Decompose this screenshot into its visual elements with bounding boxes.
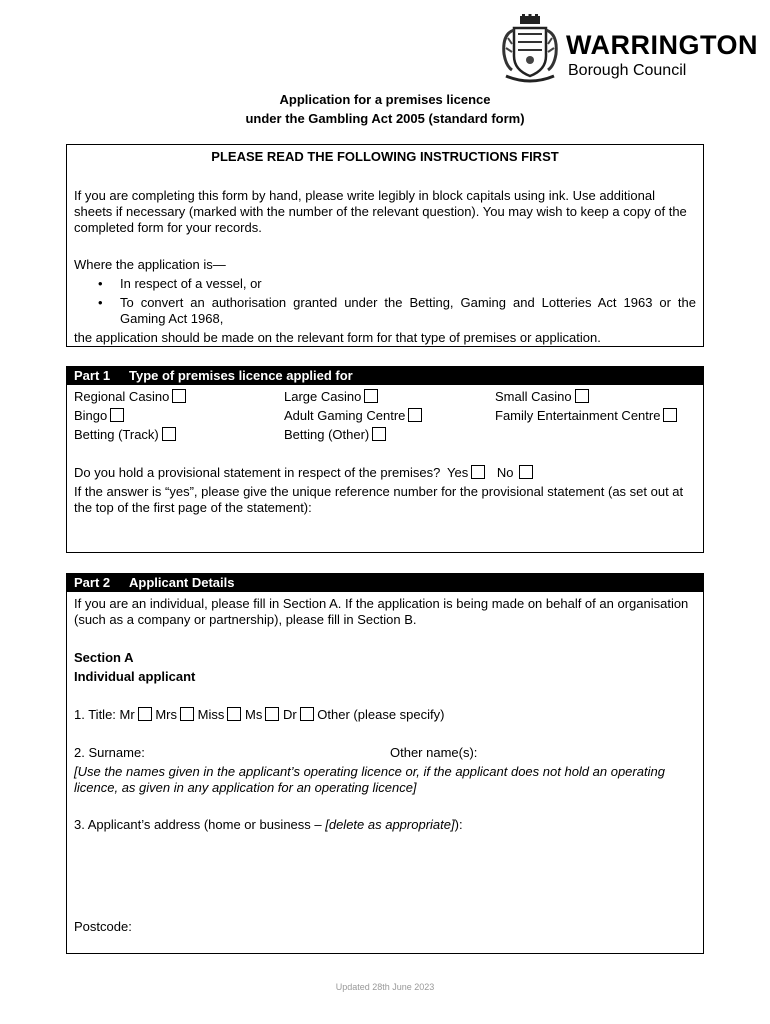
checkbox[interactable] — [663, 408, 677, 422]
borough-crest-icon — [500, 14, 560, 86]
part1-header — [67, 367, 703, 385]
title-mrs-checkbox[interactable] — [180, 707, 194, 721]
title-question: 1. Title: Mr Mrs Miss Ms Dr Other (please specify) — [74, 707, 445, 722]
title-miss-label: Miss — [197, 707, 225, 722]
instructions-bullets — [74, 276, 696, 327]
address-field[interactable] — [74, 836, 696, 916]
title-other-label: Other (please specify) — [317, 707, 445, 722]
checkbox[interactable] — [408, 408, 422, 422]
org-subtitle: Borough Council — [568, 62, 687, 79]
instructions-para: If you are completing this form by hand, please write legibly in block capitals using ink. Use additional sheets if necessary (marked with the number of the relevant question). You may wish to keep a copy of the completed form for your records. — [74, 188, 687, 235]
part2-header — [67, 574, 703, 592]
option-regional-casino: Regional Casino — [74, 389, 186, 405]
option-betting-other: Betting (Other) — [284, 427, 386, 443]
yes-label: Yes — [447, 465, 469, 480]
surname-label: 2. Surname: — [74, 745, 145, 760]
title-mr-checkbox[interactable] — [138, 707, 152, 721]
no-label: No — [496, 465, 514, 480]
provisional-question: Do you hold a provisional statement in respect of the premises? Yes No — [74, 465, 533, 481]
instructions-closing: the application should be made on the relevant form for that type of premises or application. — [74, 330, 601, 345]
names-note: [Use the names given in the applicant’s operating licence or, if the applicant does not hold an operating licence, as given in any application for an operating licence] — [74, 764, 665, 795]
provisional-reference-text: If the answer is “yes”, please give the unique reference number for the provisional statement (as set out at the top of the first page of the statement): — [74, 484, 684, 515]
form-title-line2: under the Gambling Act 2005 (standard form) — [245, 111, 525, 126]
checkbox[interactable] — [575, 389, 589, 403]
checkbox[interactable] — [110, 408, 124, 422]
individual-applicant-heading: Individual applicant — [74, 669, 196, 684]
form-title-line1: Application for a premises licence — [279, 92, 491, 107]
section-a-heading: Section A — [74, 650, 134, 665]
instructions-where: Where the application is— — [74, 257, 226, 272]
title-mrs-label: Mrs — [155, 707, 178, 722]
option-small-casino: Small Casino — [495, 389, 589, 405]
bullet-item: • To convert an authorisation granted under the Betting, Gaming and Lotteries Act 1963 or the Gaming Act 1968, — [74, 295, 696, 327]
footer-updated: Updated 28th June 2023 — [335, 982, 435, 992]
bullet-item: • In respect of a vessel, or — [74, 276, 696, 292]
title-miss-checkbox[interactable] — [227, 707, 241, 721]
checkbox[interactable] — [172, 389, 186, 403]
option-family-entertainment-centre: Family Entertainment Centre — [495, 408, 677, 424]
other-names-label: Other name(s): — [390, 745, 478, 760]
checkbox[interactable] — [372, 427, 386, 441]
title-ms-checkbox[interactable] — [265, 707, 279, 721]
title-mr-label: Mr — [119, 707, 135, 722]
org-name: WARRINGTON — [566, 30, 758, 60]
instructions-box — [66, 144, 704, 347]
checkbox[interactable] — [364, 389, 378, 403]
title-dr-label: Dr — [282, 707, 297, 722]
part2-number: Part 2 — [74, 575, 111, 590]
option-bingo: Bingo — [74, 408, 124, 424]
instructions-heading: PLEASE READ THE FOLLOWING INSTRUCTIONS FIRST — [211, 149, 559, 164]
option-betting-track: Betting (Track) — [74, 427, 176, 443]
title-dr-checkbox[interactable] — [300, 707, 314, 721]
yes-checkbox[interactable] — [471, 465, 485, 479]
checkbox[interactable] — [162, 427, 176, 441]
provisional-reference-field[interactable] — [74, 517, 696, 547]
title-ms-label: Ms — [244, 707, 263, 722]
part2-box — [66, 573, 704, 954]
part2-intro: If you are an individual, please fill in Section A. If the application is being made on behalf of an organisation (such as a company or partnership), please fill in Section B. — [74, 596, 689, 627]
option-adult-gaming-centre: Adult Gaming Centre — [284, 408, 422, 424]
part1-number: Part 1 — [74, 368, 111, 383]
part2-title: Applicant Details — [129, 575, 235, 590]
option-large-casino: Large Casino — [284, 389, 378, 405]
part1-box — [66, 366, 704, 553]
address-question: 3. Applicant’s address (home or business – [delete as appropriate]): — [74, 817, 463, 832]
no-checkbox[interactable] — [519, 465, 533, 479]
council-logo — [500, 14, 760, 86]
part1-title: Type of premises licence applied for — [129, 368, 353, 383]
postcode-label: Postcode: — [74, 919, 132, 934]
